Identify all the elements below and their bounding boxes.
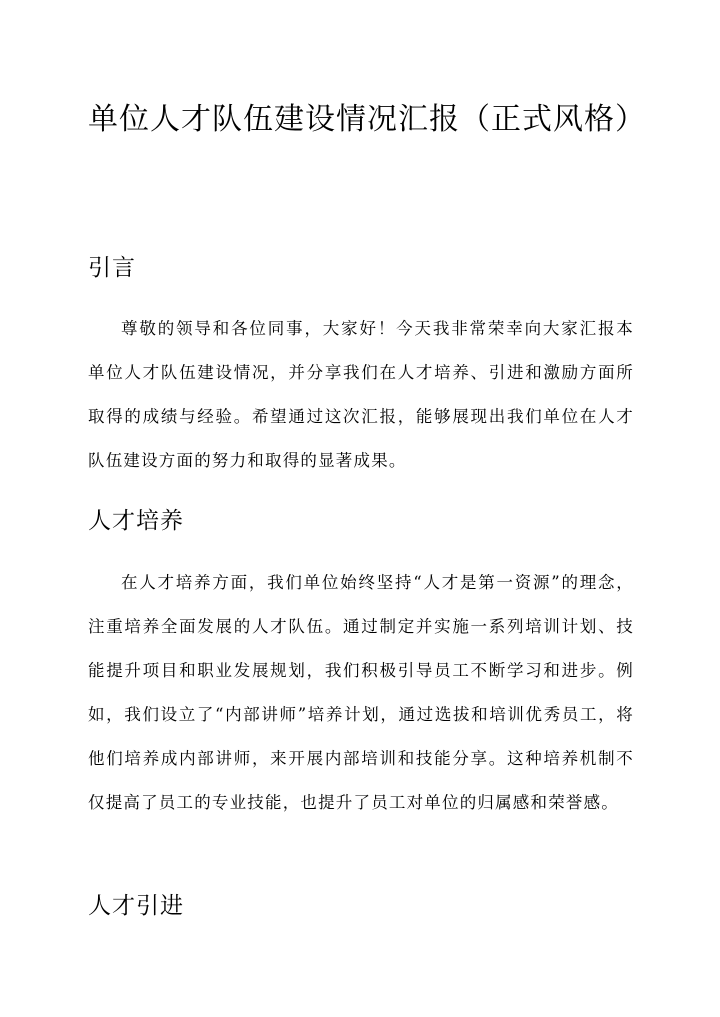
section-paragraph-talent-cultivation: 在人才培养方面，我们单位始终坚持“人才是第一资源”的理念，注重培养全面发展的人才队伍。通过制定并实施一系列培训计划、技能提升项目和职业发展规划，我们积极引导员工不断学习和进步。例如，我们设立了“内部讲师”培养计划，通过选拔和培训优秀员工，将他们培养成内部讲师，来开展内部培训和技能分享。这种培养机制不仅提高了员工的专业技能，也提升了员工对单位的归属感和荣誉感。 [88,573,634,812]
section-heading-introduction: 引言 [88,255,136,281]
document-title: 单位人才队伍建设情况汇报（正式风格） [88,102,646,137]
section-heading-talent-introduction: 人才引进 [88,893,184,919]
section-heading-talent-cultivation: 人才培养 [88,508,184,534]
section-paragraph-introduction: 尊敬的领导和各位同事，大家好！今天我非常荣幸向大家汇报本单位人才队伍建设情况，并分享我们在人才培养、引进和激励方面所取得的成绩与经验。希望通过这次汇报，能够展现出我们单位在人才队伍建设方面的努力和取得的显著成果。 [88,319,634,470]
